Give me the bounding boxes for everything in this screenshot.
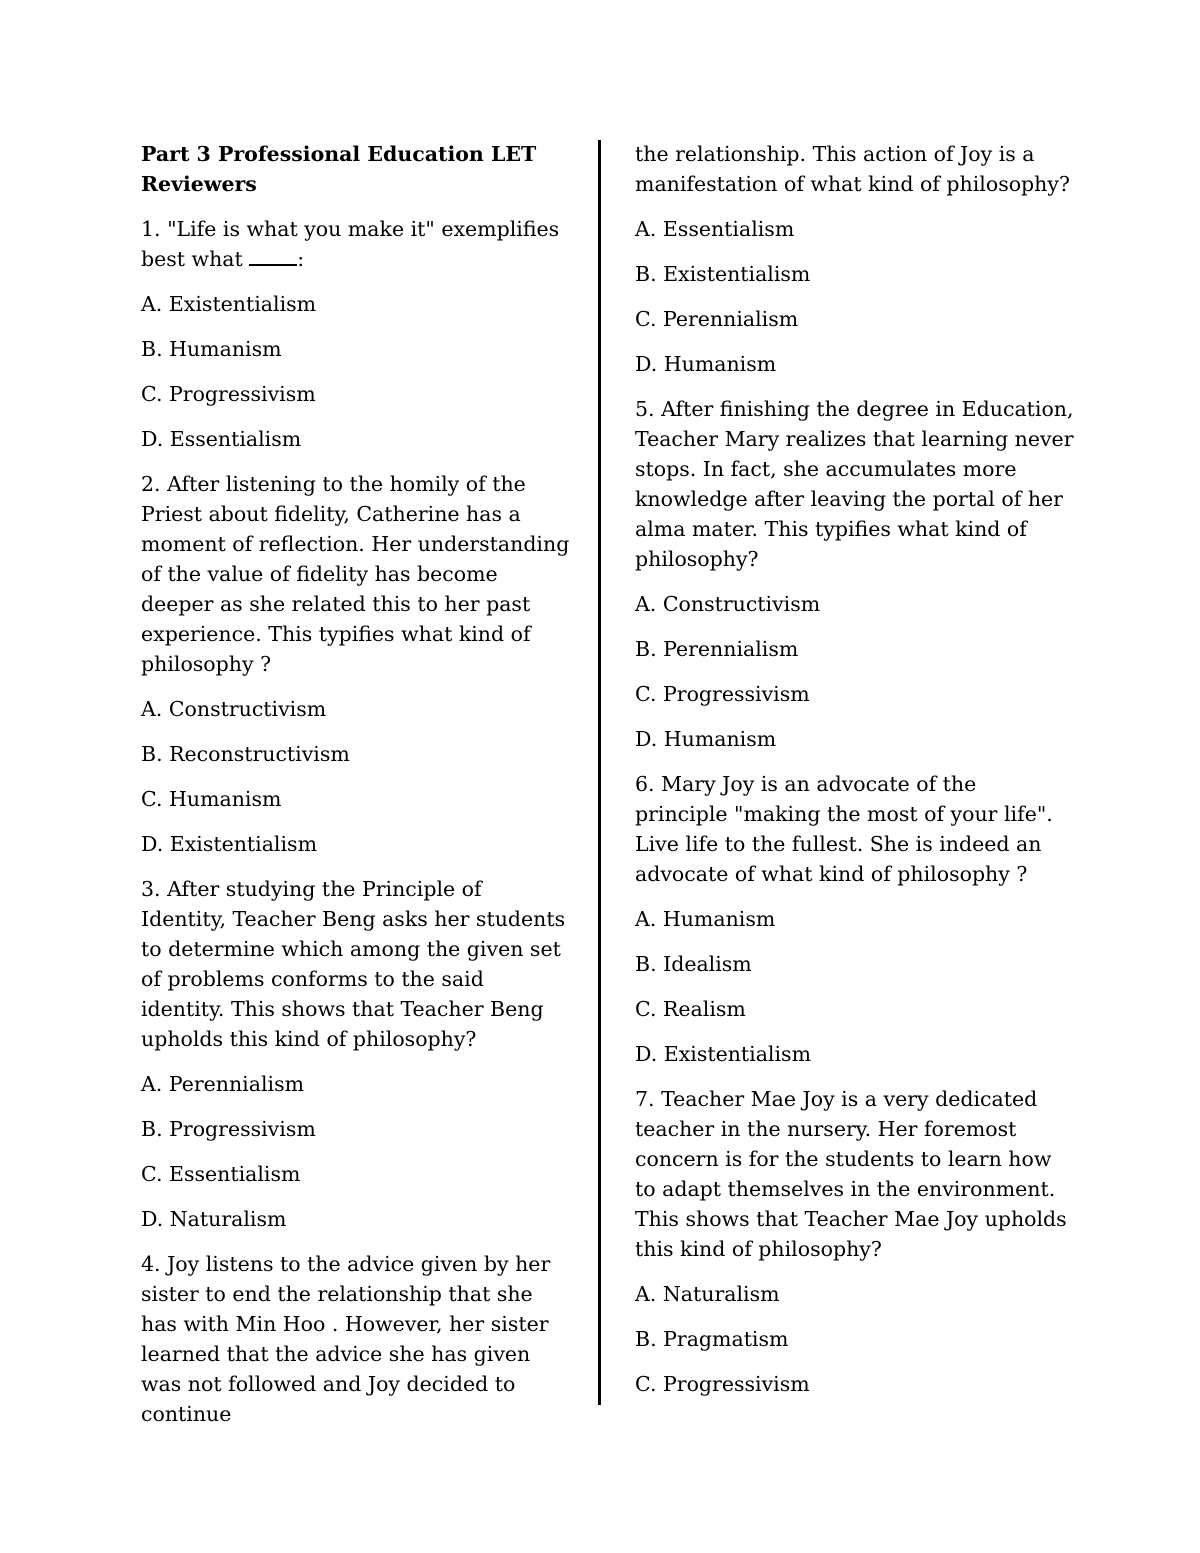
question-4-part-1: 4. Joy listens to the advice given by her sister to end the relationship that she has with Min Hoo . However, her sister learned that the advice she has given was not followed and Joy decided to continue — [141, 1252, 551, 1426]
question-2: 2. After listening to the homily of the Priest about fidelity, Catherine has a moment of reflection. Her understanding of the value of fidelity has become deeper as she related this to her past experience. This typifies what kind of philosophy ? — [141, 472, 570, 676]
choice-q4-a: A. Essentialism — [635, 217, 795, 241]
choice-q7-b: B. Pragmatism — [635, 1327, 789, 1351]
choice-q1-c: C. Progressivism — [141, 382, 316, 406]
question-6: 6. Mary Joy is an advocate of the principle "making the most of your life". Live life to the fullest. She is indeed an advocate of what kind of philosophy ? — [635, 772, 1053, 886]
choice-q4-b: B. Existentialism — [635, 262, 811, 286]
choice-q5-d: D. Humanism — [635, 727, 777, 751]
question-1-text: 1. "Life is what you make it" exemplifies best what — [141, 217, 560, 271]
choice-q6-a: A. Humanism — [635, 907, 776, 931]
choice-q1-a: A. Existentialism — [141, 292, 317, 316]
column-divider — [598, 140, 601, 1405]
question-7: 7. Teacher Mae Joy is a very dedicated teacher in the nursery. Her foremost concern is for the students to learn how to adapt themselves in the environment. This shows that Teacher Mae Joy upholds this kind of philosophy? — [635, 1087, 1067, 1261]
choice-q2-b: B. Reconstructivism — [141, 742, 350, 766]
page-title: Part 3 Professional Education LET Reviewers — [141, 142, 537, 196]
choice-q7-a: A. Naturalism — [635, 1282, 780, 1306]
choice-q2-d: D. Existentialism — [141, 832, 318, 856]
choice-q6-d: D. Existentialism — [635, 1042, 812, 1066]
answer-blank — [249, 246, 297, 266]
choice-q4-c: C. Perennialism — [635, 307, 799, 331]
choice-q3-d: D. Naturalism — [141, 1207, 287, 1231]
left-column — [141, 139, 571, 1444]
choice-q7-c: C. Progressivism — [635, 1372, 810, 1396]
choice-q6-b: B. Idealism — [635, 952, 752, 976]
choice-q2-a: A. Constructivism — [141, 697, 327, 721]
choice-q4-d: D. Humanism — [635, 352, 777, 376]
choice-q1-b: B. Humanism — [141, 337, 282, 361]
question-1-colon: : — [297, 247, 305, 271]
choice-q6-c: C. Realism — [635, 997, 746, 1021]
choice-q3-a: A. Perennialism — [141, 1072, 305, 1096]
choice-q5-c: C. Progressivism — [635, 682, 810, 706]
question-5: 5. After finishing the degree in Education, Teacher Mary realizes that learning never stops. In fact, she accumulates more knowledge after leaving the portal of her alma mater. This typifies what kind of philosophy? — [635, 397, 1074, 571]
question-3: 3. After studying the Principle of Identity, Teacher Beng asks her students to determine which among the given set of problems conforms to the said identity. This shows that Teacher Beng upholds this kind of philosophy? — [141, 877, 566, 1051]
choice-q3-c: C. Essentialism — [141, 1162, 301, 1186]
right-column — [635, 139, 1075, 1414]
choice-q1-d: D. Essentialism — [141, 427, 302, 451]
choice-q2-c: C. Humanism — [141, 787, 282, 811]
question-4-part-2: the relationship. This action of Joy is a manifestation of what kind of philosophy? — [635, 142, 1070, 196]
choice-q3-b: B. Progressivism — [141, 1117, 316, 1141]
choice-q5-a: A. Constructivism — [635, 592, 821, 616]
choice-q5-b: B. Perennialism — [635, 637, 799, 661]
question-1 — [141, 214, 571, 274]
